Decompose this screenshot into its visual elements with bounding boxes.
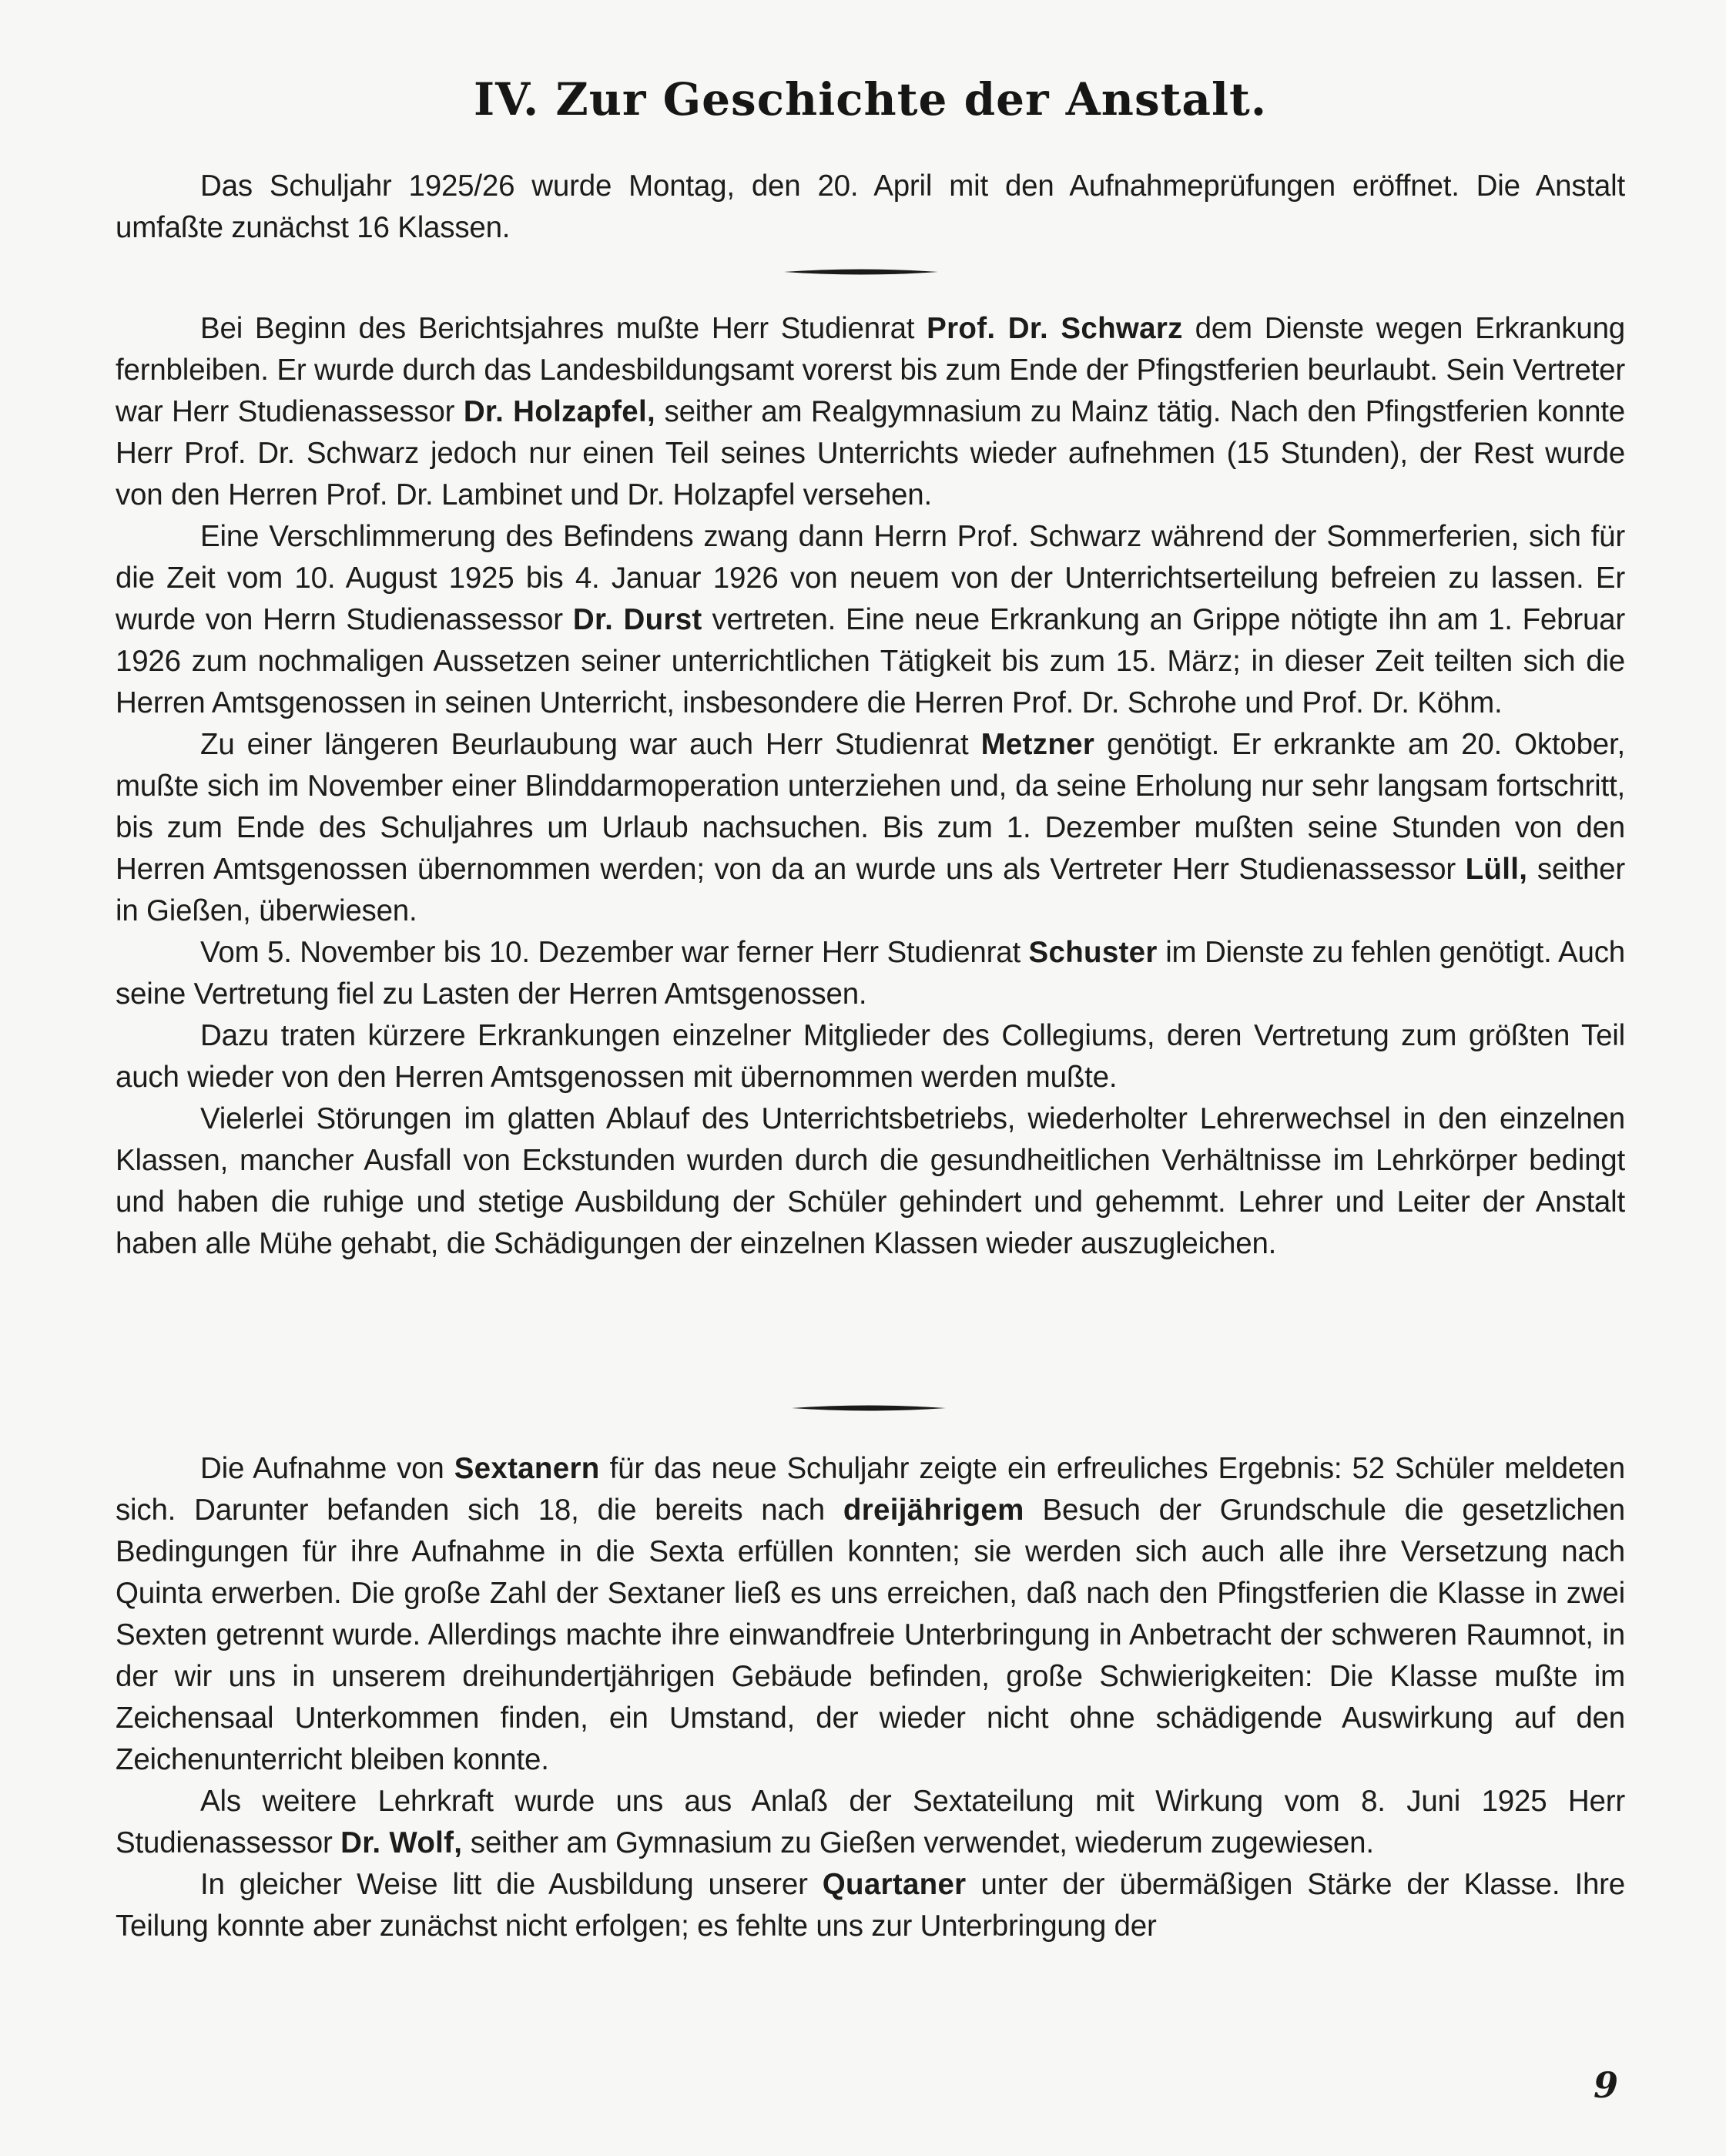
paragraph-school-year-opening: Das Schuljahr 1925/26 wurde Montag, den 20. April mit den Aufnahmeprüfungen eröffnet. Die Anstalt umfaßte zunächst 16 Klassen. [116,169,1625,244]
paragraph-schuster-absence [116,932,1625,1015]
section-staff-illness [116,308,1625,1265]
text-run: genötigt. Er erkrankte am 20. Oktober, mußte sich im November einer Blinddarmoperation unterziehen und, da seine Erholung nur sehr langsam fortschritt, bis zum Ende des Schuljahres um Urlaub nachsuchen. Bis zum 1. Dezember mußten seine Stunden von den Herren Amtsgenossen übernommen werden; von da an wurde uns als Vertreter Herr Studienassessor [116,728,1626,886]
ornamental-divider-1 [784,268,938,276]
name-metzner: Metzner [980,728,1095,761]
text-run: Die Aufnahme von [200,1452,454,1485]
text-run: für das neue Schuljahr zeigte ein erfreuliches Ergebnis: 52 Schüler meldeten sich. Darunter befanden sich 18, die bereits nach [116,1452,1625,1527]
text-run: Vom 5. November bis 10. Dezember war ferner Herr Studienrat [200,936,1029,969]
paragraph-quartaner [116,1864,1625,1947]
text-run: vertreten. Eine neue Erkrankung an Grippe nötigte ihn am 1. Februar 1926 zum nochmaligen Aussetzen seiner unterrichtlichen Tätigkeit bis zum 15. März; in dieser Zeit teilten sich die Herren Amtsgenossen in seinen Unterricht, insbesondere die Herren Prof. Dr. Schrohe und Prof. Dr. Köhm. [116,603,1625,719]
name-schuster: Schuster [1028,936,1158,969]
paragraph-sextaner-admission [116,1448,1625,1781]
name-dr-holzapfel: Dr. Holzapfel, [463,395,655,428]
term-quartaner: Quartaner [822,1868,967,1901]
text-run: Als weitere Lehrkraft wurde uns aus Anlaß der Sextateilung mit Wirkung vom 8. Juni 1925 Herr Studienassessor [116,1785,1625,1859]
text-run: seither in Gießen, überwiesen. [116,853,1625,927]
name-dr-wolf: Dr. Wolf, [340,1826,463,1859]
ornamental-divider-2 [792,1404,946,1412]
paragraph-disruptions: Vielerlei Störungen im glatten Ablauf des Unterrichtsbetriebs, wiederholter Lehrerwechsel in den einzelnen Klassen, mancher Ausfall von Eckstunden wurden durch die gesundheitlichen Verhältnisse im Lehrkörper bedingt und haben die ruhige und stetige Ausbildung der Schüler gehindert und gehemmt. Lehrer und Leiter der Anstalt haben alle Mühe gehabt, die Schädigungen der einzelnen Klassen wieder auszugleichen. [116,1102,1625,1260]
text-run: In gleicher Weise litt die Ausbildung unserer [200,1868,823,1901]
page-title: IV. Zur Geschichte der Anstalt. [473,73,1268,126]
text-run: unter der übermäßigen Stärke der Klasse. Ihre Teilung konnte aber zunächst nicht erfolgen; es fehlte uns zur Unterbringung der [116,1868,1625,1943]
text-run: Bei Beginn des Berichtsjahres mußte Herr Studienrat [200,312,927,345]
name-dr-durst: Dr. Durst [572,603,702,636]
text-run: seither am Gymnasium zu Gießen verwendet, wiederum zugewiesen. [462,1826,1374,1859]
term-sextanern: Sextanern [454,1452,600,1485]
section-opening [116,166,1625,249]
paragraph-schwarz-relapse [116,516,1625,724]
name-luell: Lüll, [1465,853,1528,886]
text-run: Zu einer längeren Beurlaubung war auch Herr Studienrat [200,728,981,761]
text-run: seither am Realgymnasium zu Mainz tätig. Nach den Pfingstferien konnte Herr Prof. Dr. Schwarz jedoch nur einen Teil seines Unterrichts wieder aufnehmen (15 Stunden), der Rest wurde von den Herren Prof. Dr. Lambinet und Dr. Holzapfel versehen. [116,395,1626,511]
page-number: 9 [1593,2064,1618,2106]
name-prof-schwarz: Prof. Dr. Schwarz [927,312,1183,345]
text-run: Eine Verschlimmerung des Befindens zwang dann Herrn Prof. Schwarz während der Sommerferien, sich für die Zeit vom 10. August 1925 bis 4. Januar 1926 von neuem von der Unterrichtserteilung befreien zu lassen. Er wurde von Herrn Studienassessor [116,520,1625,636]
text-run: im Dienste zu fehlen genötigt. Auch seine Vertretung fiel zu Lasten der Herren Amtsgenossen. [116,936,1625,1011]
section-admissions [116,1448,1625,1947]
paragraph-metzner-leave [116,724,1625,932]
text-run: Besuch der Grundschule die gesetzlichen Bedingungen für ihre Aufnahme in die Sexta erfüllen konnten; sie werden sich auch alle ihre Versetzung nach Quinta erwerben. Die große Zahl der Sextaner ließ es uns erreichen, daß nach den Pfingstferien die Klasse in zwei Sexten getrennt wurde. Allerdings machte ihre einwandfreie Unterbringung in Anbetracht der schweren Raumnot, in der wir uns in unserem dreihundertjährigen Gebäude befinden, große Schwierigkeiten: Die Klasse mußte im Zeichensaal Unterkommen finden, ein Umstand, der wieder nicht ohne schädigende Auswirkung auf den Zeichenunterricht bleiben konnte. [116,1494,1625,1776]
paragraph-collegium-illnesses: Dazu traten kürzere Erkrankungen einzelner Mitglieder des Collegiums, deren Vertretung zum größten Teil auch wieder von den Herren Amtsgenossen mit übernommen werden mußte. [116,1019,1625,1094]
text-run: dem Dienste wegen Erkrankung fernbleiben. Er wurde durch das Landesbildungsamt vorerst bis zum Ende der Pfingstferien beurlaubt. Sein Vertreter war Herr Studienassessor [116,312,1625,428]
paragraph-schwarz-illness [116,308,1625,516]
term-dreijaehrigem: dreijährigem [843,1494,1024,1527]
paragraph-new-teacher-wolf [116,1781,1625,1864]
